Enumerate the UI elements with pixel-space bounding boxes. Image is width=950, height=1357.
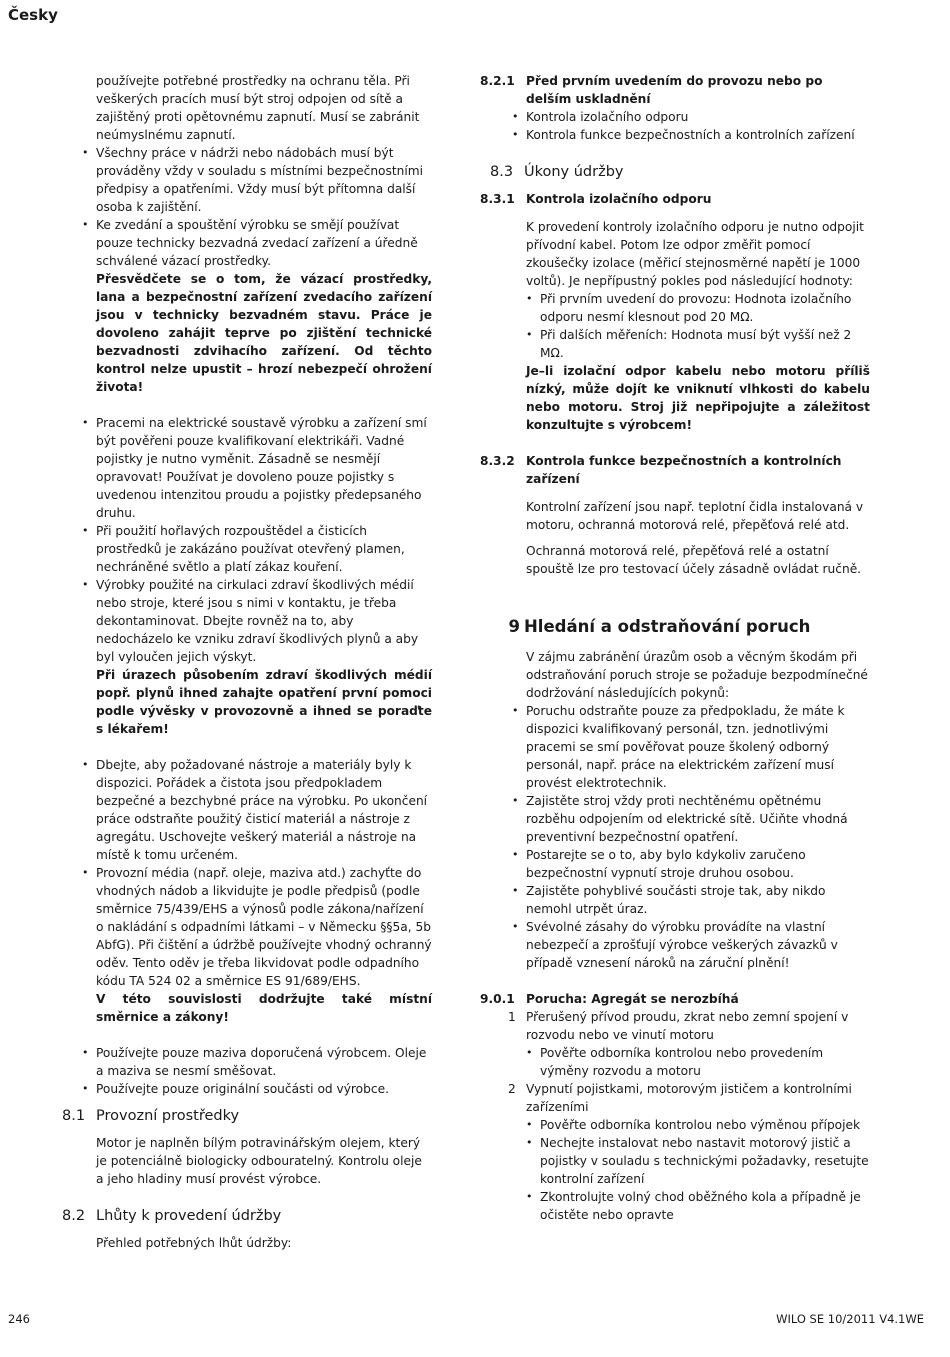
list-item: • Pověřte odborníka kontrolou nebo provedením výměny rozvodu a motoru [540, 1044, 870, 1080]
section-title: Porucha: Agregát se nerozbíhá [526, 992, 739, 1006]
checklist-first-use [480, 108, 870, 144]
fault-cause-text: Vypnutí pojistkami, motorovým jističem a kontrolními zařízeními [526, 1082, 852, 1114]
item-number: 2 [508, 1082, 516, 1096]
section-8-1-text: Motor je naplněn bílým potravinářským olejem, který je potenciálně biologicky odbouratelný. Kontrolu oleje a jeho hladiny musí provést výrobce. [96, 1136, 422, 1186]
list-item: • Kontrola funkce bezpečnostních a kontrolních zařízení [526, 126, 870, 144]
section-heading-8-3-1 [480, 190, 870, 208]
warning-first-aid: Při úrazech působením zdraví škodlivých médií popř. plynů ihned zahajte opatření první pomoci podle vývěsky v provozovně a ihned se poraďte s lékařem! [96, 668, 432, 736]
section-9-body [480, 638, 870, 972]
list-item: • Zkontrolujte volný chod oběžného kola a případně je očistěte nebo opravte [540, 1188, 870, 1224]
item-number: 1 [508, 1010, 516, 1024]
list-item: • Poruchu odstraňte pouze za předpokladu, že máte k dispozici kvalifikovaný personál, tzn. jednotlivými pracemi se smí pověřovat pouze školený odborný personál, např. práce na elektrickém zařízení musí provést elektrotechnik. [526, 702, 870, 792]
document-id: WILO SE 10/2011 V4.1WE [776, 1312, 924, 1326]
section-title: Kontrola funkce bezpečnostních a kontrolních zařízení [526, 454, 842, 486]
section-heading-8-2 [62, 1206, 432, 1226]
list-item: • Dbejte, aby požadované nástroje a materiály byly k dispozici. Pořádek a čistota jsou předpokladem bezpečné a bezchybné práce na výrobku. Po ukončení práce odstraňte použitý čisticí materiál a nástroje z agregátu. Uschovejte veškerý materiál a nástroje na místě k tomu určeném. [96, 756, 432, 864]
list-item: • Používejte pouze originální součásti od výrobce. [96, 1080, 432, 1098]
section-number: 9 [508, 617, 520, 636]
section-number: 8.1 [62, 1108, 86, 1124]
list-item: • Pověřte odborníka kontrolou nebo výměnou přípojek [540, 1116, 870, 1134]
fault-cause-text: Přerušený přívod proudu, zkrat nebo zemní spojení v rozvodu nebo ve vinutí motoru [526, 1010, 849, 1042]
fault-remedies [526, 1116, 870, 1224]
safety-list-4 [96, 1044, 432, 1098]
right-column [480, 72, 870, 1224]
control-devices-text: Kontrolní zařízení jsou např. teplotní čidla instalovaná v motoru, ochranná motorová relé, přepěťová relé atd. [526, 500, 864, 532]
list-item: • Používejte pouze maziva doporučená výrobcem. Oleje a maziva se nesmí směšovat. [96, 1044, 432, 1080]
section-heading-9-0-1 [480, 990, 870, 1008]
section-title: Lhůty k provedení údržby [96, 1208, 282, 1224]
safety-list-1 [96, 144, 432, 270]
section-number: 8.2.1 [480, 74, 515, 88]
section-title: Před prvním uvedením do provozu nebo po delším uskladnění [526, 74, 823, 106]
insulation-text: K provedení kontroly izolačního odporu je nutno odpojit přívodní kabel. Potom lze odpor změřit pomocí zkoušečky izolace (měřicí stejnosměrné napětí je 1000 voltů). Je nepřípustný pokles pod následující hodnoty: [526, 220, 864, 288]
relay-test-text: Ochranná motorová relé, přepěťová relé a ostatní spouště lze pro testovací účely zásadně ovládat ručně. [526, 544, 862, 576]
section-heading-8-1 [62, 1106, 432, 1126]
section-heading-8-2-1 [480, 72, 870, 108]
section-number: 8.3.2 [480, 454, 515, 468]
left-safety-block [62, 72, 432, 1098]
section-heading-9 [480, 616, 870, 638]
list-item: • Při dalších měřeních: Hodnota musí být vyšší než 2 MΩ. [540, 326, 870, 362]
section-title: Kontrola izolačního odporu [526, 192, 712, 206]
list-item: • Kontrola izolačního odporu [526, 108, 870, 126]
list-item: • Nechejte instalovat nebo nastavit motorový jistič a pojistky v souladu s technickými požadavky, resetujte kontrolní zařízení [540, 1134, 870, 1188]
section-title: Úkony údržby [524, 164, 624, 180]
language-label: Česky [8, 6, 58, 24]
list-item: • Svévolné zásahy do výrobku provádíte na vlastní nebezpečí a zprošťují výrobce veškerých závazků v případě vznesení nároků na záruční plnění! [526, 918, 870, 972]
warning-insulation: Je–li izolační odpor kabelu nebo motoru příliš nízký, může dojít ke vniknutí vlhkosti do kabelu nebo motoru. Stroj již nepřipojujte a záležitost konzultujte s výrobcem! [526, 364, 870, 432]
intro-text: používejte potřebné prostředky na ochranu těla. Při veškerých pracích musí být stroj odpojen od sítě a zajištěný proti opětovnému zapnutí. Musí se zabránit neúmyslnému zapnutí. [96, 74, 420, 142]
warning-lifting: Přesvědčete se o tom, že vázací prostředky, lana a bezpečnostní zařízení zvedacího zařízení jsou v technicky bezvadném stavu. Práce je dovoleno zahájit teprve po zjištění technické bezvadnosti zdvihacího zařízení. Od těchto kontrol nelze upustit – hrozí nebezpečí ohrožení života! [96, 272, 432, 394]
list-item [508, 1008, 870, 1080]
list-item: • Ke zvedání a spouštění výrobku se smějí používat pouze technicky bezvadná zvedací zařízení a úředně schválené vázací prostředky. [96, 216, 432, 270]
troubleshooting-rules [526, 702, 870, 972]
section-8-3-2-body [480, 488, 870, 578]
list-item: • Pracemi na elektrické soustavě výrobku a zařízení smí být pověřeni pouze kvalifikovaní elektrikáři. Vadné pojistky je nutno vyměnit. Zásadně se nesmějí opravovat! Používat je dovoleno pouze pojistky s uvedenou intenzitou proudu a pojistky předepsaného druhu. [96, 414, 432, 522]
section-title: Hledání a odstraňování poruch [524, 617, 811, 636]
section-number: 8.2 [62, 1208, 86, 1224]
safety-list-3 [96, 756, 432, 990]
section-heading-8-3 [480, 162, 870, 182]
left-column [62, 72, 432, 1252]
page-number: 246 [8, 1312, 30, 1326]
list-item: • Zajistěte pohyblivé součásti stroje tak, aby nikdo nemohl utrpět úraz. [526, 882, 870, 918]
section-8-2-text: Přehled potřebných lhůt údržby: [96, 1236, 292, 1250]
list-item: • Všechny práce v nádrži nebo nádobách musí být prováděny vždy v souladu s místními bezpečnostními předpisy a opatřeními. Vždy musí být přítomna další osoba k zajištění. [96, 144, 432, 216]
fault-remedies [526, 1044, 870, 1080]
safety-list-2 [96, 414, 432, 666]
list-item: • Provozní média (např. oleje, maziva atd.) zachyťte do vhodných nádob a likvidujte je podle předpisů (podle směrnice 75/439/EHS a výnosů podle zákona/nařízení o nakládání s odpadními látkami – v Německu §§5a, 5b AbfG). Při čištění a údržbě používejte vhodný ochranný oděv. Tento oděv je třeba likvidovat podle odpadního kódu TA 524 02 a směrnice ES 91/689/EHS. [96, 864, 432, 990]
fault-causes-list [480, 1008, 870, 1224]
list-item [508, 1080, 870, 1224]
section-number: 9.0.1 [480, 992, 515, 1006]
section-heading-8-3-2 [480, 452, 870, 488]
list-item: • Při použití hořlavých rozpouštědel a čisticích prostředků je zakázáno používat otevřený plamen, nechráněné světlo a platí zákaz kouření. [96, 522, 432, 576]
section-number: 8.3.1 [480, 192, 515, 206]
list-item: • Zajistěte stroj vždy proti nechtěnému opětnému rozběhu odpojením od elektrické sítě. Učiňte vhodná preventivní bezpečnostní opatření. [526, 792, 870, 846]
list-item: • Postarejte se o to, aby bylo kdykoliv zaručeno bezpečnostní vypnutí stroje druhou osobou. [526, 846, 870, 882]
troubleshooting-intro: V zájmu zabránění úrazům osob a věcným škodám při odstraňování poruch stroje se požaduje bezpodmínečné dodržování následujících pokynů: [526, 650, 868, 700]
insulation-values [526, 290, 870, 362]
list-item: • Při prvním uvedení do provozu: Hodnota izolačního odporu nesmí klesnout pod 20 MΩ. [540, 290, 870, 326]
section-number: 8.3 [490, 164, 514, 180]
list-item: • Výrobky použité na cirkulaci zdraví škodlivých médií nebo stroje, které jsou s nimi v kontaktu, je třeba dekontaminovat. Dbejte rovněž na to, aby nedocházelo ke vzniku zdraví škodlivých plynů a aby byl vyloučen jejich výskyt. [96, 576, 432, 666]
warning-local-rules: V této souvislosti dodržujte také místní směrnice a zákony! [96, 992, 432, 1024]
section-8-3-1-body [480, 208, 870, 434]
section-title: Provozní prostředky [96, 1108, 240, 1124]
